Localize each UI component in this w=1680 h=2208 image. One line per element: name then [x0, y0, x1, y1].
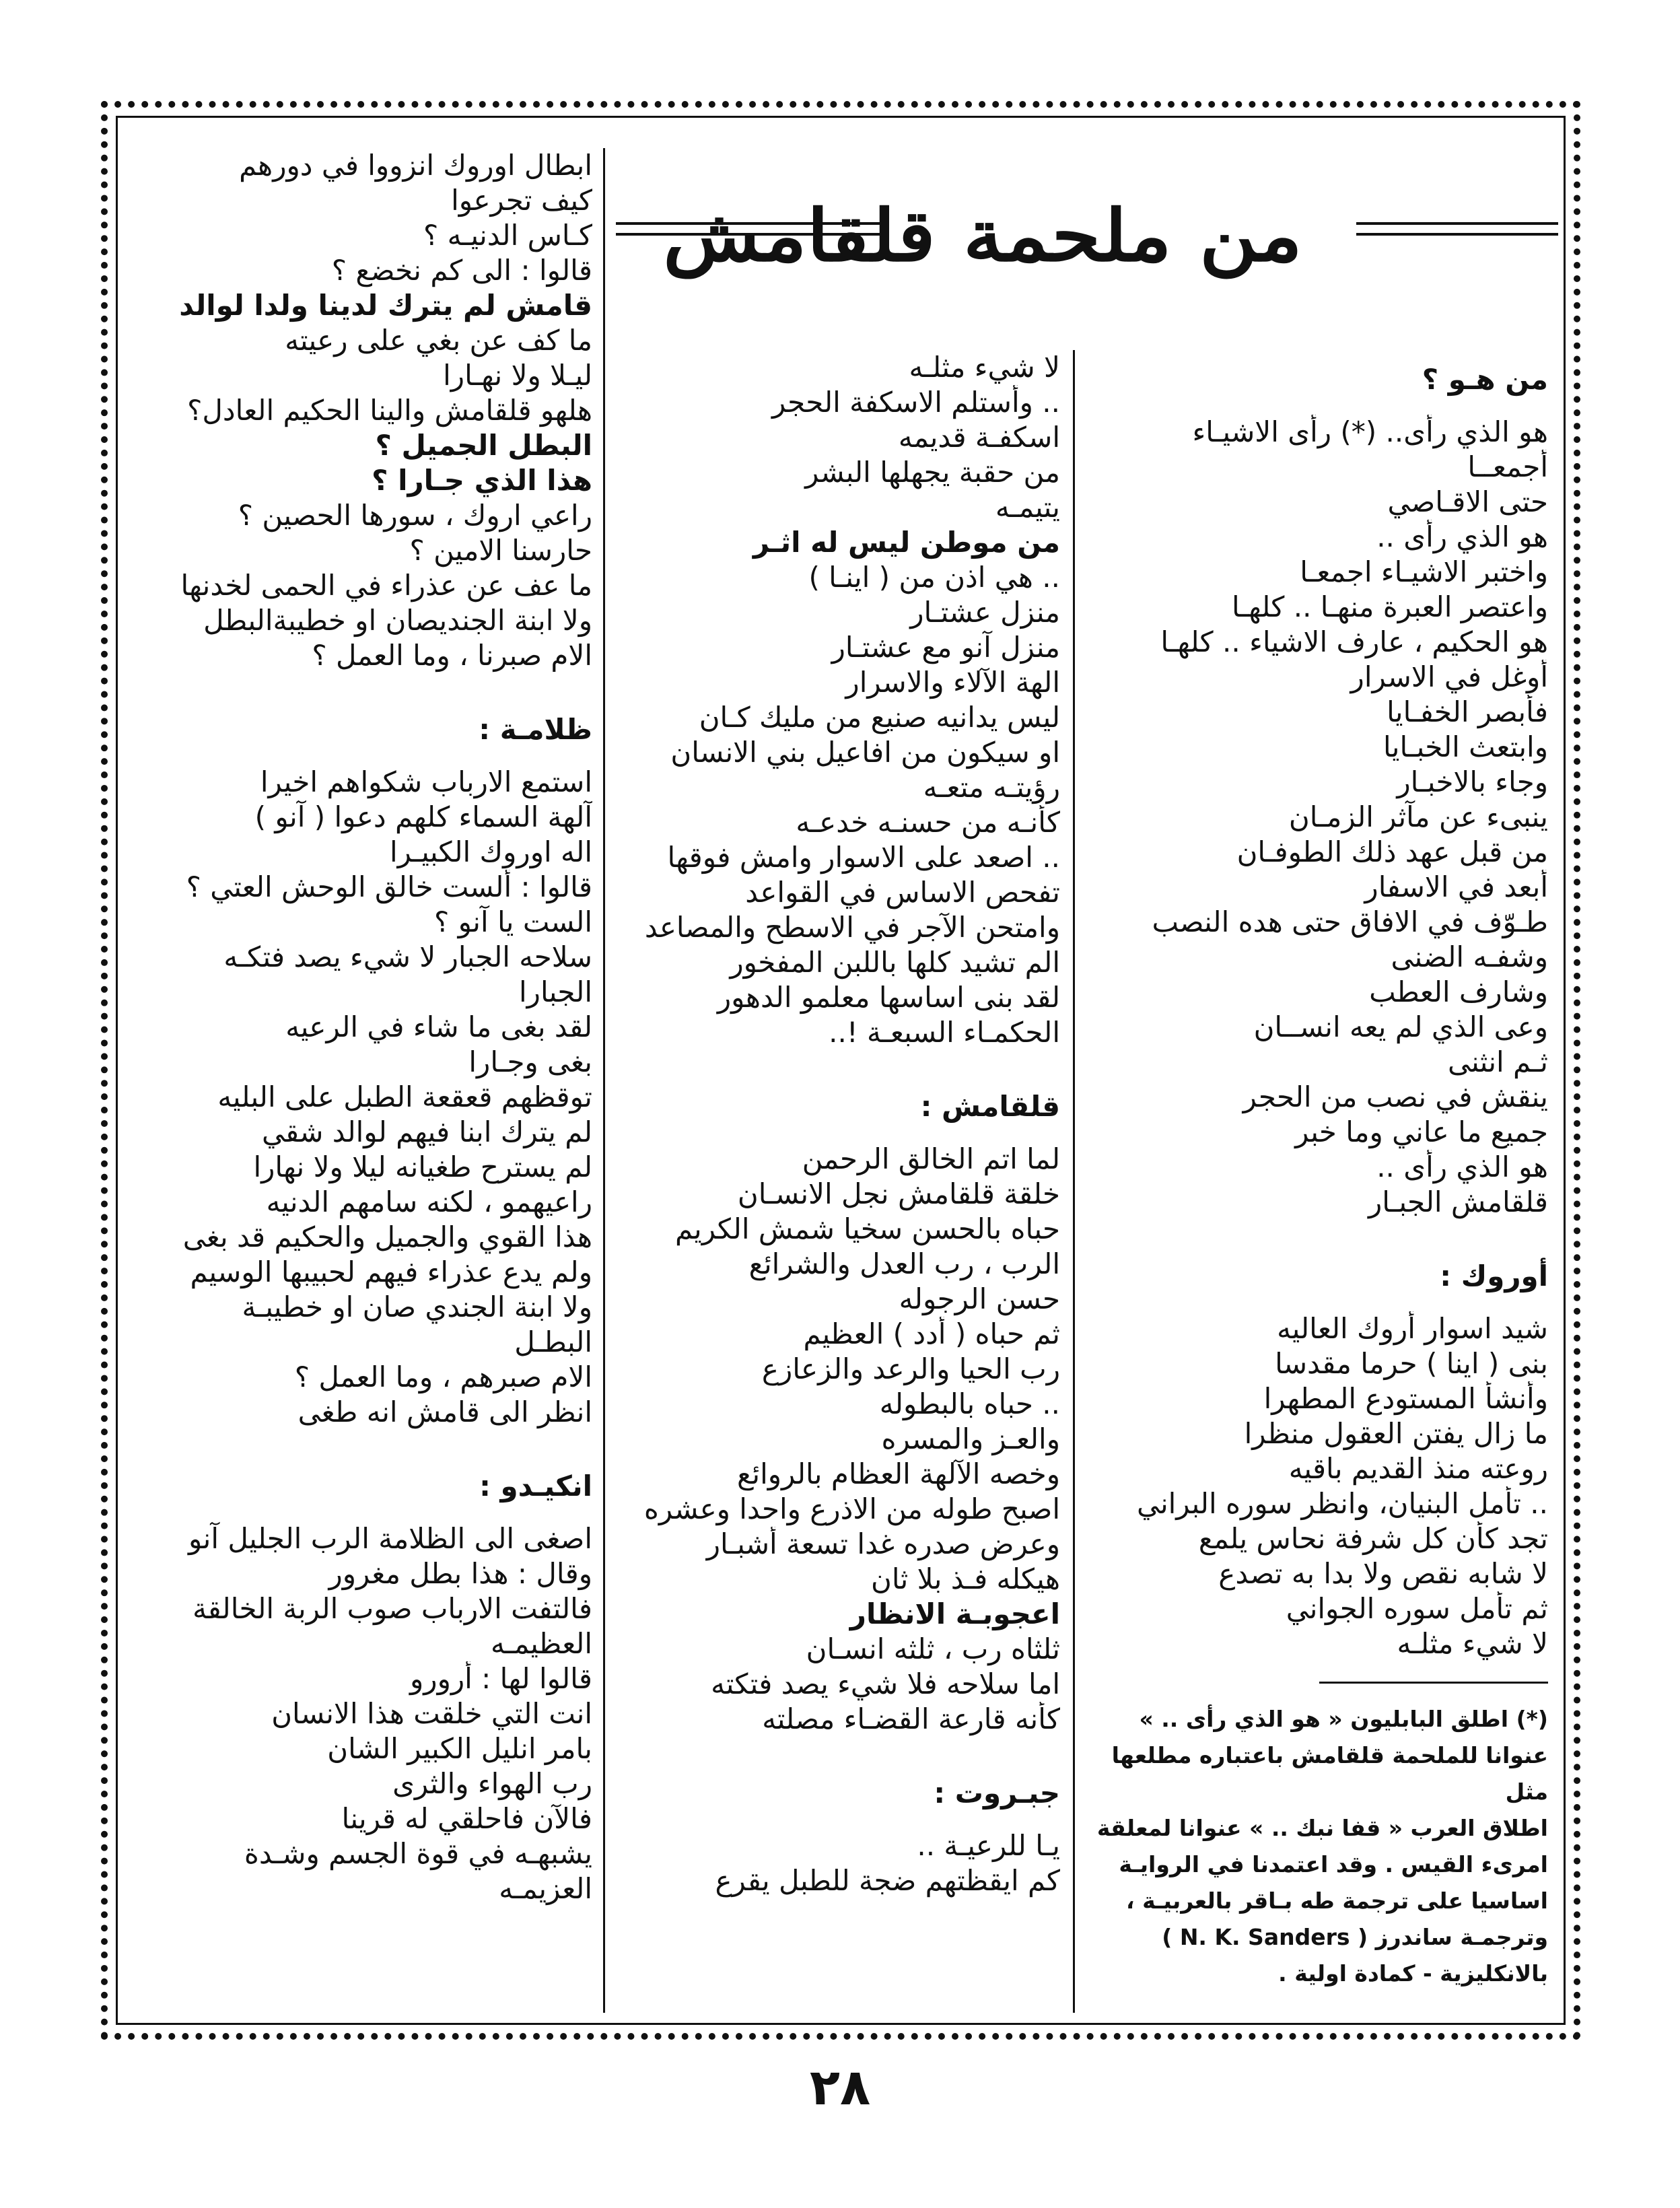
verse-line: أجمعــا	[1467, 450, 1548, 483]
verse-line: هيكله فـذ بلا ثان	[871, 1562, 1060, 1595]
verse-line: أوغل في الاسرار	[1350, 660, 1548, 693]
poem-block-gilgamesh	[616, 1142, 1060, 1737]
verse-line: كيف تجرعوا	[451, 184, 592, 217]
verse-line: ولا ابنة الجندي صان او خطيبـة	[242, 1290, 592, 1323]
verse-line: الهة الآلاء والاسرار	[845, 666, 1060, 699]
verse-line: البطـل	[514, 1325, 592, 1358]
verse-line: الست يا آنو ؟	[433, 905, 592, 938]
verse-line: اصبح طوله من الاذرع واحدا وعشره	[643, 1492, 1060, 1525]
verse-line: لم يترك ابنا فيهم لوالد شقي	[262, 1115, 592, 1148]
right-column	[1084, 350, 1548, 2013]
poem-block-enkidu	[141, 1521, 592, 1906]
verse-line: ابطال اوروك انزووا في دورهم	[239, 149, 592, 182]
verse-line: والعـز والمسره	[881, 1422, 1060, 1455]
verse-line: انظر الى قامش انه طغى	[298, 1395, 592, 1428]
verse-line: لما اتم الخالق الرحمن	[802, 1142, 1060, 1175]
verse-line: كأنـه من حسنـه خدعـه	[796, 806, 1060, 839]
verse-line: قامش لم يترك لدينا ولدا لوالد	[179, 289, 592, 322]
verse-line: منزل آنو مع عشتـار	[831, 631, 1060, 664]
footnote-line: بالانكليزية - كمادة اولية .	[1278, 1960, 1548, 1987]
verse-line: كم ايقظتهم ضجة للطبل يقرع	[715, 1864, 1060, 1897]
verse-line: وخصه الآلهة العظام بالروائع	[737, 1457, 1060, 1490]
verse-line: .. وأستلم الاسكفة الحجر	[771, 386, 1060, 419]
section-heading-gilgamesh: قلقامش :	[920, 1090, 1060, 1123]
verse-line: .. اصعد على الاسوار وامش فوقها	[667, 841, 1060, 874]
verse-line: راعيهمو ، لكنه سامهم الدنيه	[266, 1185, 592, 1218]
verse-line: حسن الرجوله	[899, 1282, 1060, 1315]
verse-line: بغى وجـارا	[468, 1045, 592, 1078]
footnote-line: (*) اطلق البابليون « هو الذي رأى .. »	[1139, 1706, 1548, 1732]
middle-column	[616, 350, 1060, 2013]
verse-line: بامر انليل الكبير الشان	[327, 1732, 592, 1765]
verse-line: استمع الارباب شكواهم اخيرا	[260, 765, 592, 798]
section-heading-zulama: ظلامـة :	[479, 713, 592, 746]
footnote-line: اساسيا على ترجمة طه بـاقر بالعربيـة ،	[1126, 1888, 1548, 1914]
verse-line: لا شابه نقص ولا بدا به تصدع	[1218, 1557, 1548, 1590]
verse-line: فالتفت الارباب صوب الربة الخالقة	[193, 1592, 592, 1625]
verse-line: وشفـه الضنى	[1391, 940, 1548, 973]
verse-line: قلقامش الجبـار	[1368, 1185, 1548, 1218]
verse-line: بنى ( اينا ) حرما مقدسا	[1275, 1347, 1548, 1380]
verse-line: هو الذي رأى.. (*) رأى الاشيـاء	[1192, 415, 1548, 448]
page-title: من ملحمة قلقامش	[663, 193, 1302, 278]
verse-line: وأنشأ المستودع المطهرا	[1263, 1382, 1548, 1415]
verse-line: .. هي اذن من ( اينـا )	[808, 561, 1060, 594]
verse-line: فأبصر الخفـايا	[1387, 695, 1548, 728]
title-rule-right	[1356, 222, 1558, 225]
verse-line: راعي اروك ، سورها الحصين ؟	[238, 499, 592, 532]
verse-line: ما زال يفتن العقول منظرا	[1244, 1417, 1548, 1450]
verse-line: العظيمـه	[491, 1627, 592, 1660]
footnote-line: امرىء القيس . وقد اعتمدنا في الروايـة	[1119, 1851, 1548, 1877]
verse-line: سلاحه الجبار لا شيء يصد فتكـه	[223, 940, 592, 973]
verse-line: العزيمـه	[499, 1872, 592, 1905]
verse-line: اسكفـة قديمه	[898, 421, 1060, 454]
verse-line: كـاس الدنيـه ؟	[423, 219, 592, 252]
poem-block-zulama	[141, 765, 592, 1430]
verse-line: وشارف العطب	[1369, 975, 1548, 1008]
verse-line: حباه بالحسن سخيا شمش الكريم	[675, 1212, 1060, 1245]
title-block	[616, 168, 1558, 303]
verse-line: من موطن ليس له اثـر	[753, 526, 1060, 559]
verse-line: لقد بنى اساسها معلمو الدهور	[717, 981, 1060, 1014]
poem-block-man-huwa	[1084, 415, 1548, 1220]
verse-line: لا شيء مثلـه	[909, 351, 1060, 384]
verse-line: اله اوروك الكبيـرا	[390, 835, 592, 868]
verse-line: وعرض صدره غدا تسعة أشبـار	[706, 1527, 1060, 1560]
verse-line: منزل عشتـار	[910, 596, 1060, 629]
poem-block-jabarut	[616, 1828, 1060, 1898]
verse-line: ينقش في نصب من الحجر	[1242, 1080, 1548, 1113]
verse-line: لقد بغى ما شاء في الرعيه	[285, 1010, 592, 1043]
verse-line: قالوا : الى كم نخضع ؟	[331, 254, 592, 287]
verse-line: قالوا : ألست خالق الوحش العتي ؟	[186, 870, 592, 903]
verse-line: هذا الذي جـارا ؟	[372, 464, 592, 497]
verse-line: حارسنا الامين ؟	[409, 534, 592, 567]
verse-line: ثم تأمل سوره الجواني	[1286, 1592, 1548, 1625]
verse-line: ثـم انثنى	[1447, 1045, 1548, 1078]
verse-line: اصغى الى الظلامة الرب الجليل آنو	[188, 1522, 592, 1555]
section-heading-jabarut: جبـروت :	[934, 1776, 1060, 1809]
verse-line: ولم يدع عذراء فيهم لحبيبها الوسيم	[190, 1255, 592, 1288]
verse-line: اعجوبـة الانظار	[849, 1597, 1060, 1630]
column-divider-right	[1073, 350, 1075, 2013]
verse-line: هو الذي رأى ..	[1376, 1150, 1548, 1183]
verse-line: هلهو قلقامش والينا الحكيم العادل؟	[187, 394, 592, 427]
verse-line: ليس يدانيه صنيع من مليك كـان	[699, 701, 1060, 734]
verse-line: هو الذي رأى ..	[1376, 520, 1548, 553]
verse-line: وابتعث الخبـايا	[1382, 730, 1548, 763]
verse-line: جميع ما عاني وما خبر	[1295, 1115, 1548, 1148]
verse-line: آلهة السماء كلهم دعوا ( آنو )	[254, 800, 592, 833]
verse-line: وجاء بالاخبـار	[1397, 765, 1548, 798]
verse-line: الام صبرنا ، وما العمل ؟	[312, 639, 592, 672]
page-number: ٢٨	[809, 2059, 871, 2116]
verse-line: البطل الجميل ؟	[375, 429, 592, 462]
verse-line: توقظهم قعقعة الطبل على البليه	[217, 1080, 592, 1113]
verse-line: واعتصر العبرة منهـا .. كلهـا	[1232, 590, 1548, 623]
left-column	[141, 148, 592, 2013]
verse-line: الرب ، رب العدل والشرائع	[748, 1247, 1060, 1280]
verse-line: الجبارا	[519, 975, 592, 1008]
verse-line: روعته منذ القديم باقيه	[1288, 1452, 1548, 1485]
verse-line: وعى الذي لم يعه انســان	[1253, 1010, 1548, 1043]
verse-line: وامتحن الآجر في الاسطح والمصاعد	[644, 911, 1060, 944]
verse-line: لم يسترح طغيانه ليلا ولا نهارا	[253, 1150, 592, 1183]
verse-line: طـوّف في الافاق حتى هده النصب	[1152, 905, 1548, 938]
verse-line: رؤيتـه متعـه	[923, 771, 1060, 804]
verse-line: رب الحيا والرعد والزعازع	[761, 1352, 1060, 1385]
verse-line: واختبر الاشيـاء اجمعـا	[1300, 555, 1548, 588]
column-divider-left	[603, 148, 605, 2013]
section-heading-enkidu: انكيـدو :	[479, 1470, 592, 1503]
verse-line: لا شيء مثلـه	[1397, 1627, 1548, 1660]
section-heading-uruk: أوروك :	[1440, 1260, 1548, 1292]
verse-line: حتى الاقـاصي	[1387, 485, 1548, 518]
verse-line: تفحص الاساس في القواعد	[745, 876, 1060, 909]
verse-line: من حقبة يجهلها البشر	[805, 456, 1060, 489]
verse-line: الام صبرهم ، وما العمل ؟	[294, 1360, 592, 1393]
verse-line: انت التي خلقت هذا الانسان	[271, 1697, 592, 1730]
verse-line: الم تشيد كلها باللبن المفخور	[730, 946, 1060, 979]
verse-line: وقال : هذا بطل مغرور	[328, 1557, 592, 1590]
verse-line: .. حباه بالبطوله	[879, 1387, 1060, 1420]
verse-line: كأنه قارعة القضـاء مصلته	[762, 1702, 1060, 1735]
footnote-rule	[1319, 1682, 1548, 1684]
verse-line: أبعد في الاسفار	[1364, 870, 1548, 903]
verse-line: ينبىء عن مآثر الزمـان	[1288, 800, 1548, 833]
footnote-line: اطلاق العرب « قفا نبك .. » عنوانا لمعلقة	[1096, 1815, 1548, 1841]
verse-line: ثلثاه رب ، ثلثه انسـان	[806, 1632, 1060, 1665]
verse-line: هذا القوي والجميل والحكيم قد بغى	[182, 1220, 592, 1253]
footnote-line: وترجمـة ساندرز ( N. K. Sanders )	[1162, 1924, 1548, 1950]
verse-line: ليـلا ولا نهـارا	[443, 359, 592, 392]
verse-line: تجد كأن كل شرفة نحاس يلمع	[1198, 1522, 1548, 1555]
verse-line: من قبل عهد ذلك الطوفـان	[1236, 835, 1548, 868]
verse-line: الحكمـاء السبعـة !..	[829, 1016, 1060, 1049]
verse-line: ما كف عن بغي على رعيته	[285, 324, 592, 357]
verse-line: ولا ابنة الجنديصان او خطيبةالبطل	[203, 604, 592, 637]
verse-line: خلقة قلقامش نجل الانسـان	[737, 1177, 1060, 1210]
verse-line: شيد اسوار أروك العاليه	[1277, 1312, 1548, 1345]
verse-line: يـا للرعيـة ..	[917, 1829, 1060, 1862]
verse-line: يتيمـه	[995, 491, 1060, 524]
title-rule-right-2	[1356, 233, 1558, 236]
verse-line: ثم حباه ( أدد ) العظيم	[803, 1317, 1060, 1350]
poem-block-jabarut-continued	[141, 148, 592, 673]
verse-line: هو الحكيم ، عارف الاشياء .. كلهـا	[1160, 625, 1548, 658]
verse-line: او سيكون من افاعيل بني الانسان	[670, 736, 1060, 769]
verse-line: يشبهـه في قوة الجسم وشـدة	[244, 1837, 592, 1870]
verse-line: .. تأمل البنيان، وانظر سوره البراني	[1136, 1487, 1548, 1520]
verse-line: اما سلاحه فلا شيء يصد فتكته	[711, 1667, 1060, 1700]
verse-line: فالآن فاحلقي له قرينا	[341, 1802, 592, 1835]
verse-line: قالوا لها : أرورو	[410, 1662, 592, 1695]
footnote	[1084, 1701, 1548, 1992]
poem-block-uruk-continued	[616, 350, 1060, 1050]
section-heading-man-huwa: من هـو ؟	[1422, 363, 1548, 396]
footnote-line: عنوانا للملحمة قلقامش باعتباره مطلعها مثل	[1111, 1742, 1548, 1805]
verse-line: رب الهواء والثرى	[392, 1767, 592, 1800]
verse-line: ما عف عن عذراء في الحمى لخدنها	[180, 569, 592, 602]
poem-block-uruk	[1084, 1311, 1548, 1661]
